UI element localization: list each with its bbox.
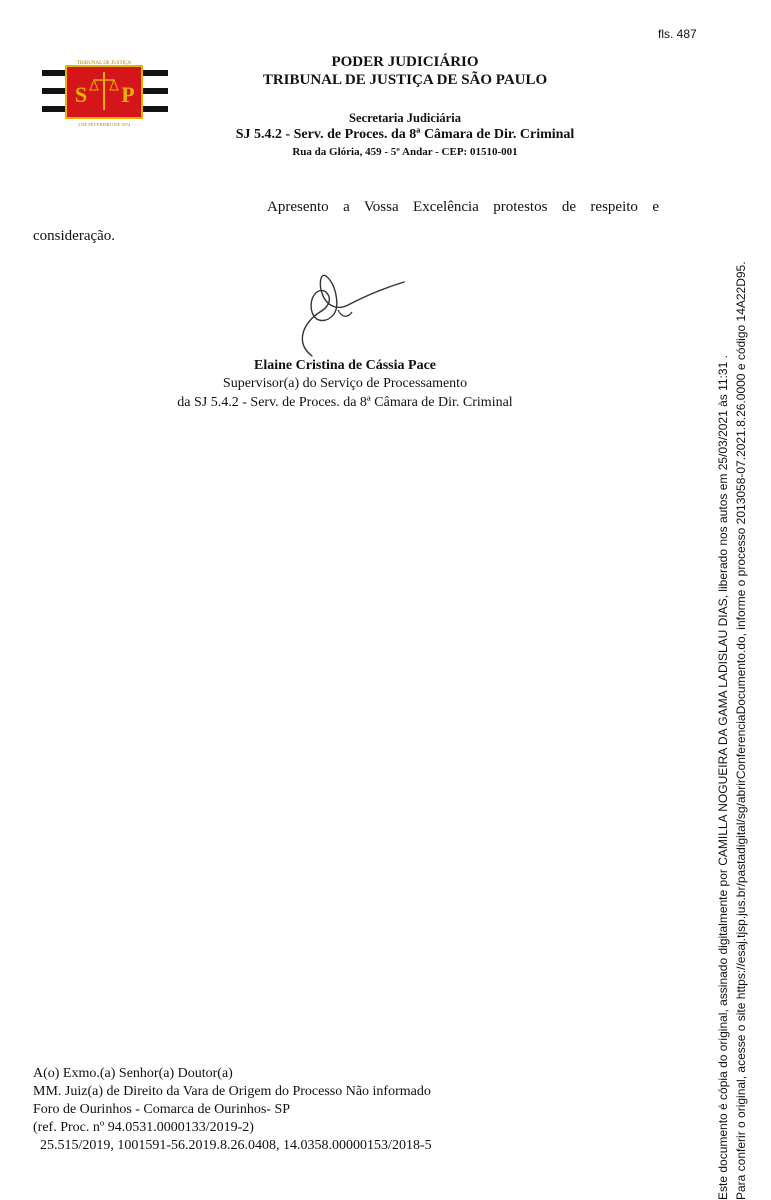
signatory-role-line-1: Supervisor(a) do Serviço de Processamento bbox=[222, 376, 468, 391]
handwritten-signature bbox=[282, 262, 412, 358]
header-line-3: Secretaria Judiciária bbox=[349, 111, 461, 125]
header-line-2: TRIBUNAL DE JUSTIÇA DE SÃO PAULO bbox=[262, 72, 548, 88]
addressee-line-2: MM. Juiz(a) de Direito da Vara de Origem do Processo Não informado bbox=[33, 1084, 431, 1099]
header-line-1: PODER JUDICIÁRIO bbox=[331, 54, 479, 70]
body-paragraph-line-2: consideração. bbox=[33, 228, 116, 244]
side-note-line-2: Para conferir o original, acesse o site https://esaj.tjsp.jus.br/pastadigital/sg/abrirConferenciaDocumento.do, informe o processo 2013058-07.2021.8.26.0000 e código 14A22D95. bbox=[734, 261, 748, 1200]
page-number: fls. 487 bbox=[658, 27, 697, 41]
svg-text:S: S bbox=[74, 82, 88, 107]
header-line-4: SJ 5.4.2 - Serv. de Proces. da 8ª Câmara de Dir. Criminal bbox=[235, 127, 575, 142]
addressee-line-1: A(o) Exmo.(a) Senhor(a) Doutor(a) bbox=[33, 1066, 233, 1081]
addressee-line-5: 25.515/2019, 1001591-56.2019.8.26.0408, 14.0358.00000153/2018-5 bbox=[40, 1138, 432, 1153]
header-line-5: Rua da Glória, 459 - 5º Andar - CEP: 01510-001 bbox=[292, 146, 518, 158]
svg-text:TRIBUNAL DE JUSTIÇA: TRIBUNAL DE JUSTIÇA bbox=[76, 61, 132, 66]
signatory-role-line-2: da SJ 5.4.2 - Serv. de Proces. da 8ª Câmara de Dir. Criminal bbox=[177, 395, 513, 410]
svg-text:3 DE FEVEREIRO DE 1874: 3 DE FEVEREIRO DE 1874 bbox=[77, 122, 131, 127]
digital-signature-side-note bbox=[714, 190, 750, 1200]
body-paragraph-line-1: Apresento a Vossa Excelência protestos de respeito e bbox=[267, 199, 659, 215]
addressee-line-4: (ref. Proc. nº 94.0531.0000133/2019-2) bbox=[33, 1120, 254, 1135]
addressee-line-3: Foro de Ourinhos - Comarca de Ourinhos- SP bbox=[33, 1102, 291, 1117]
svg-text:P: P bbox=[121, 82, 135, 107]
side-note-line-1: Este documento é cópia do original, assinado digitalmente por CAMILLA NOGUEIRA DA GAMA LADISLAU DIAS, liberado nos autos em 25/03/2021 às 11:31 . bbox=[716, 355, 730, 1200]
signatory-name: Elaine Cristina de Cássia Pace bbox=[254, 358, 436, 373]
